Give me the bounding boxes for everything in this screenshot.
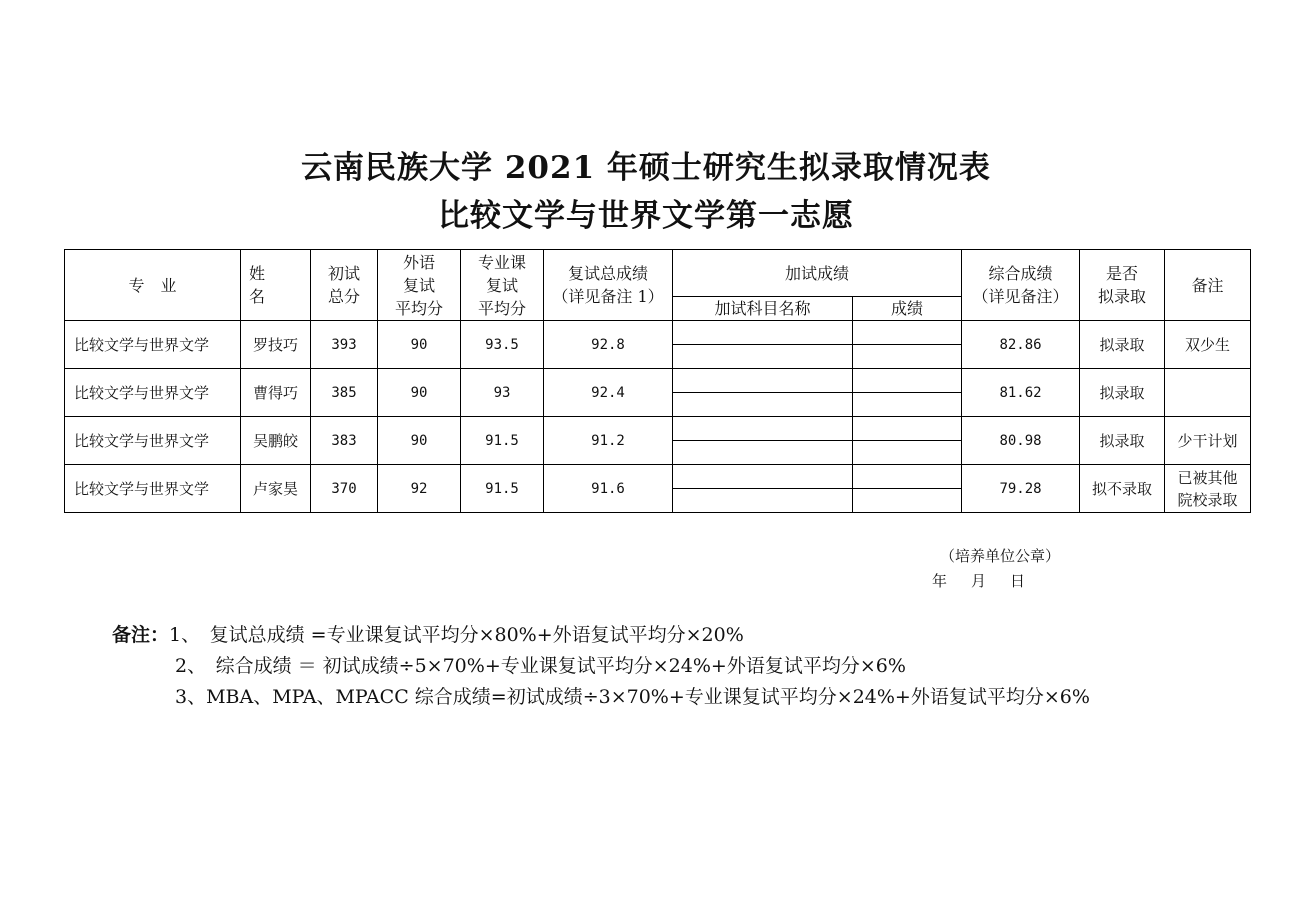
cell-extra-score xyxy=(853,465,962,489)
cell-composite: 81.62 xyxy=(962,369,1080,417)
note-line-2: 2、 综合成绩 ＝ 初试成绩÷5×70%+专业课复试平均分×24%+外语复试平均分×6% xyxy=(175,655,906,677)
cell-initial: 393 xyxy=(311,321,378,369)
cell-extra-subject xyxy=(673,321,853,345)
cell-composite: 79.28 xyxy=(962,465,1080,513)
seal-text: （培养单位公章） xyxy=(940,547,1061,565)
cell-retest: 92.4 xyxy=(544,369,673,417)
cell-extra-score xyxy=(853,393,962,417)
cell-prof: 93.5 xyxy=(461,321,544,369)
cell-extra-score xyxy=(853,417,962,441)
header-initial-total: 初试 总分 xyxy=(311,250,378,321)
cell-prof: 91.5 xyxy=(461,465,544,513)
notes-label: 备注： xyxy=(112,624,170,646)
header-retest-total: 复试总成绩 （详见备注 1） xyxy=(544,250,673,321)
cell-major: 比较文学与世界文学 xyxy=(65,465,241,513)
cell-composite: 82.86 xyxy=(962,321,1080,369)
cell-retest: 91.2 xyxy=(544,417,673,465)
cell-extra-score xyxy=(853,345,962,369)
cell-retest: 92.8 xyxy=(544,321,673,369)
cell-initial: 383 xyxy=(311,417,378,465)
cell-remark: 已被其他 院校录取 xyxy=(1165,465,1251,513)
cell-extra-subject xyxy=(673,345,853,369)
cell-initial: 385 xyxy=(311,369,378,417)
header-extra-score: 成绩 xyxy=(853,297,962,321)
cell-major: 比较文学与世界文学 xyxy=(65,321,241,369)
cell-extra-score xyxy=(853,369,962,393)
cell-name: 吴鹏皎 xyxy=(241,417,311,465)
cell-extra-subject xyxy=(673,417,853,441)
cell-fl: 92 xyxy=(378,465,461,513)
cell-fl: 90 xyxy=(378,369,461,417)
notes-section xyxy=(112,620,1090,713)
cell-remark xyxy=(1165,369,1251,417)
cell-extra-subject xyxy=(673,465,853,489)
header-major: 专 业 xyxy=(65,250,241,321)
cell-fl: 90 xyxy=(378,321,461,369)
header-extra-subject: 加试科目名称 xyxy=(673,297,853,321)
cell-prof: 93 xyxy=(461,369,544,417)
cell-admit: 拟不录取 xyxy=(1080,465,1165,513)
cell-major: 比较文学与世界文学 xyxy=(65,417,241,465)
cell-admit: 拟录取 xyxy=(1080,369,1165,417)
cell-prof: 91.5 xyxy=(461,417,544,465)
cell-extra-score xyxy=(853,321,962,345)
admission-table xyxy=(64,249,1251,513)
note-line-1: 1、 复试总成绩 =专业课复试平均分×80%+外语复试平均分×20% xyxy=(169,624,744,646)
cell-extra-score xyxy=(853,489,962,513)
cell-fl: 90 xyxy=(378,417,461,465)
cell-initial: 370 xyxy=(311,465,378,513)
cell-major: 比较文学与世界文学 xyxy=(65,369,241,417)
cell-name: 罗技巧 xyxy=(241,321,311,369)
page-title: 云南民族大学 2021 年硕士研究生拟录取情况表 xyxy=(301,150,991,186)
cell-remark: 双少生 xyxy=(1165,321,1251,369)
cell-remark: 少干计划 xyxy=(1165,417,1251,465)
header-fl-avg: 外语 复试 平均分 xyxy=(378,250,461,321)
cell-admit: 拟录取 xyxy=(1080,321,1165,369)
header-extra: 加试成绩 xyxy=(673,250,962,297)
cell-extra-score xyxy=(853,441,962,465)
cell-extra-subject xyxy=(673,393,853,417)
date-year: 年 xyxy=(932,572,948,590)
date-month: 月 xyxy=(971,572,987,590)
cell-name: 卢家昊 xyxy=(241,465,311,513)
cell-composite: 80.98 xyxy=(962,417,1080,465)
header-prof-avg: 专业课 复试 平均分 xyxy=(461,250,544,321)
cell-retest: 91.6 xyxy=(544,465,673,513)
cell-extra-subject xyxy=(673,369,853,393)
page-subtitle: 比较文学与世界文学第一志愿 xyxy=(438,198,854,234)
date-day: 日 xyxy=(1010,572,1026,590)
date-line xyxy=(932,570,1049,591)
note-line-3: 3、MBA、MPA、MPACC 综合成绩=初试成绩÷3×70%+专业课复试平均分×24%+外语复试平均分×6% xyxy=(175,686,1090,708)
header-name: 姓 名 xyxy=(241,250,311,321)
cell-name: 曹得巧 xyxy=(241,369,311,417)
header-remark: 备注 xyxy=(1165,250,1251,321)
header-admit: 是否 拟录取 xyxy=(1080,250,1165,321)
cell-extra-subject xyxy=(673,441,853,465)
cell-admit: 拟录取 xyxy=(1080,417,1165,465)
header-composite: 综合成绩 （详见备注） xyxy=(962,250,1080,321)
cell-extra-subject xyxy=(673,489,853,513)
